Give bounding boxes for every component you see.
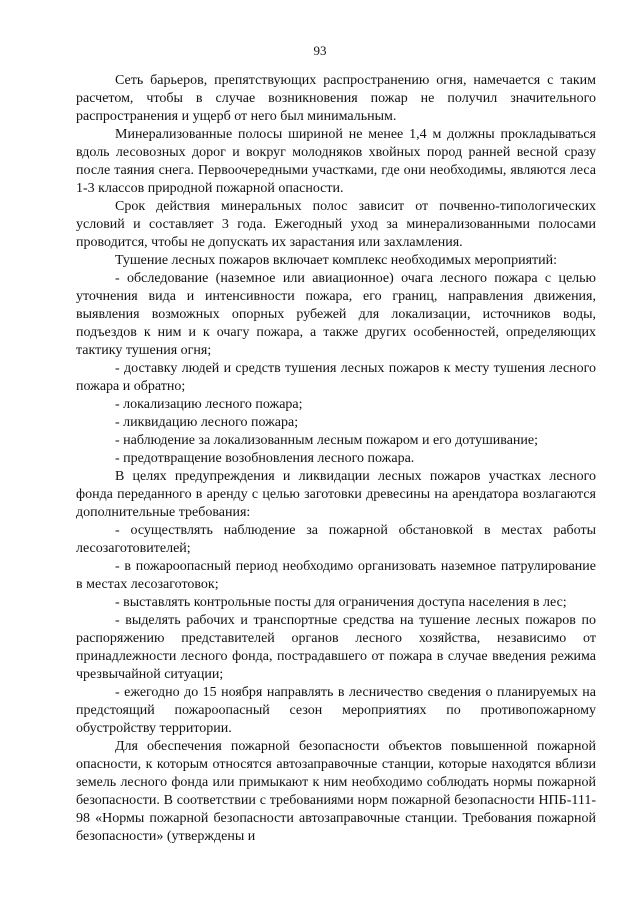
list-item-prevention: - предотвращение возобновления лесного пожара. bbox=[115, 451, 415, 466]
page-number: 93 bbox=[313, 43, 327, 58]
list-item-localization: - локализацию лесного пожара; bbox=[115, 397, 303, 412]
list-item-workers-transport: - выделять рабочих и транспортные средства на тушение лесных пожаров по распоряжению представителей органов лесного хозяйства, независимо от принадлежности лесного фонда, пострадавшего от пожара в случае введения режима чрезвычайной ситуации; bbox=[76, 613, 596, 682]
list-item-control-posts: - выставлять контрольные посты для ограничения доступа населения в лес; bbox=[115, 595, 567, 610]
list-item-delivery: - доставку людей и средств тушения лесных пожаров к месту тушения лесного пожара и обратно; bbox=[76, 361, 596, 394]
body-text bbox=[76, 72, 596, 846]
list-item-annual-report: - ежегодно до 15 ноября направлять в лесничество сведения о планируемых на предстоящий пожароопасный сезон мероприятиях по противопожарному обустройству территории. bbox=[76, 685, 596, 736]
paragraph-mineralized-strips: Минерализованные полосы шириной не менее 1,4 м должны прокладываться вдоль лесовозных дорог и вокруг молодняков хвойных пород ранней весной сразу после таяния снега. Первоочередными участками, где они необходимы, являются леса 1-3 классов природной пожарной опасности. bbox=[76, 127, 596, 196]
paragraph-strip-duration: Срок действия минеральных полос зависит от почвенно-типологических условий и составляет 3 года. Ежегодный уход за минерализованными полосами проводится, чтобы не допускать их зарастания или захламления. bbox=[76, 199, 596, 250]
paragraph-firefighting-intro: Тушение лесных пожаров включает комплекс необходимых мероприятий: bbox=[115, 253, 558, 268]
list-item-liquidation: - ликвидацию лесного пожара; bbox=[115, 415, 299, 430]
list-item-observation: - осуществлять наблюдение за пожарной обстановкой в местах работы лесозаготовителей; bbox=[76, 523, 596, 556]
paragraph-gas-stations: Для обеспечения пожарной безопасности объектов повышенной пожарной опасности, к которым относятся автозаправочные станции, которые находятся вблизи земель лесного фонда или примыкают к ним необходимо соблюдать нормы пожарной безопасности. В соответствии с требованиями норм пожарной безопасности НПБ-111-98 «Нормы пожарной безопасности автозаправочные станции. Требования пожарной безопасности» (утверждены и bbox=[76, 739, 596, 844]
paragraph-barrier-network: Сеть барьеров, препятствующих распространению огня, намечается с таким расчетом, чтобы в случае возникновения пожар не получил значительного распространения и ущерб от него был минимальным. bbox=[76, 73, 596, 124]
paragraph-lessee-requirements: В целях предупреждения и ликвидации лесных пожаров участках лесного фонда переданного в аренду с целью заготовки древесины на арендатора возлагаются дополнительные требования: bbox=[76, 469, 596, 520]
list-item-patrol: - в пожароопасный период необходимо организовать наземное патрулирование в местах лесозаготовок; bbox=[76, 559, 596, 592]
list-item-monitoring: - наблюдение за локализованным лесным пожаром и его дотушивание; bbox=[115, 433, 539, 448]
list-item-survey: - обследование (наземное или авиационное) очага лесного пожара с целью уточнения вида и интенсивности пожара, его границ, направления движения, выявления возможных опорных рубежей для локализации, источников воды, подъездов к ним и к очагу пожара, а также других особенностей, определяющих тактику тушения огня; bbox=[76, 271, 596, 358]
